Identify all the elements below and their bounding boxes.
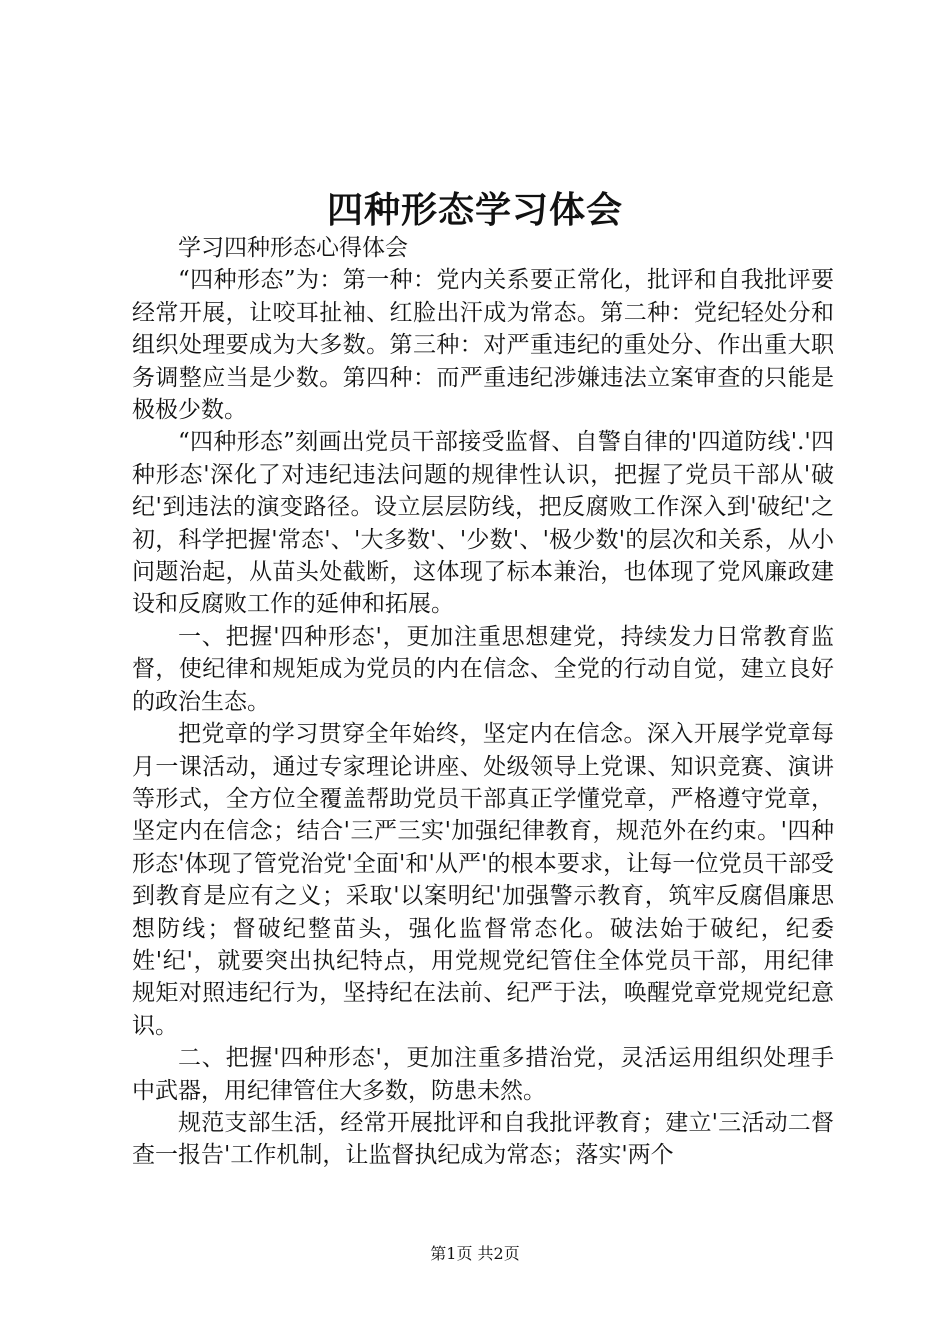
paragraph: “四种形态”刻画出党员干部接受监督、自警自律的'四道防线'.'四种形态'深化了对违纪违法问题的规律性认识，把握了党员干部从'破纪'到违法的演变路径。设立层层防线，把反腐败工作深入到'破纪'之初，科学把握'常态'、'大多数'、'少数'、'极少数'的层次和关系，从小问题治起，从苗头处截断，这体现了标本兼治，也体现了党风廉政建设和反腐败工作的延伸和拓展。	[132, 429, 834, 618]
paragraph: 规范支部生活，经常开展批评和自我批评教育；建立'三活动二督查一报告'工作机制，让监督执纪成为常态；落实'两个	[132, 1109, 834, 1169]
paragraph: 二、把握'四种形态'，更加注重多措治党，灵活运用组织处理手中武器，用纪律管住大多数，防患未然。	[132, 1045, 834, 1104]
paragraph: “四种形态”为：第一种：党内关系要正常化，批评和自我批评要经常开展，让咬耳扯袖、红脸出汗成为常态。第二种：党纪轻处分和组织处理要成为大多数。第三种：对严重违纪的重处分、作出重大职务调整应当是少数。第四种：而严重违纪涉嫌违法立案审查的只能是极极少数。	[132, 267, 834, 424]
paragraph: 把党章的学习贯穿全年始终，坚定内在信念。深入开展学党章每月一课活动，通过专家理论讲座、处级领导上党课、知识竞赛、演讲等形式，全方位全覆盖帮助党员干部真正学懂党章，严格遵守党章，坚定内在信念；结合'三严三实'加强纪律教育，规范外在约束。'四种形态'体现了管党治党'全面'和'从严'的根本要求，让每一位党员干部受到教育是应有之义；采取'以案明纪'加强警示教育，筑牢反腐倡廉思想防线；督破纪整苗头，强化监督常态化。破法始于破纪，纪委姓'纪'，就要突出执纪特点，用党规党纪管住全体党员干部，用纪律规矩对照违纪行为，坚持纪在法前、纪严于法，唤醒党章党规党纪意识。	[132, 721, 834, 1039]
document-title: 四种形态学习体会	[326, 189, 623, 231]
document-body	[132, 232, 834, 1172]
paragraph: 一、把握'四种形态'，更加注重思想建党，持续发力日常教育监督，使纪律和规矩成为党员的内在信念、全党的行动自觉，建立良好的政治生态。	[132, 623, 834, 715]
paragraph-subtitle: 学习四种形态心得体会	[178, 235, 408, 261]
page-footer: 第1页 共2页	[430, 1244, 520, 1263]
